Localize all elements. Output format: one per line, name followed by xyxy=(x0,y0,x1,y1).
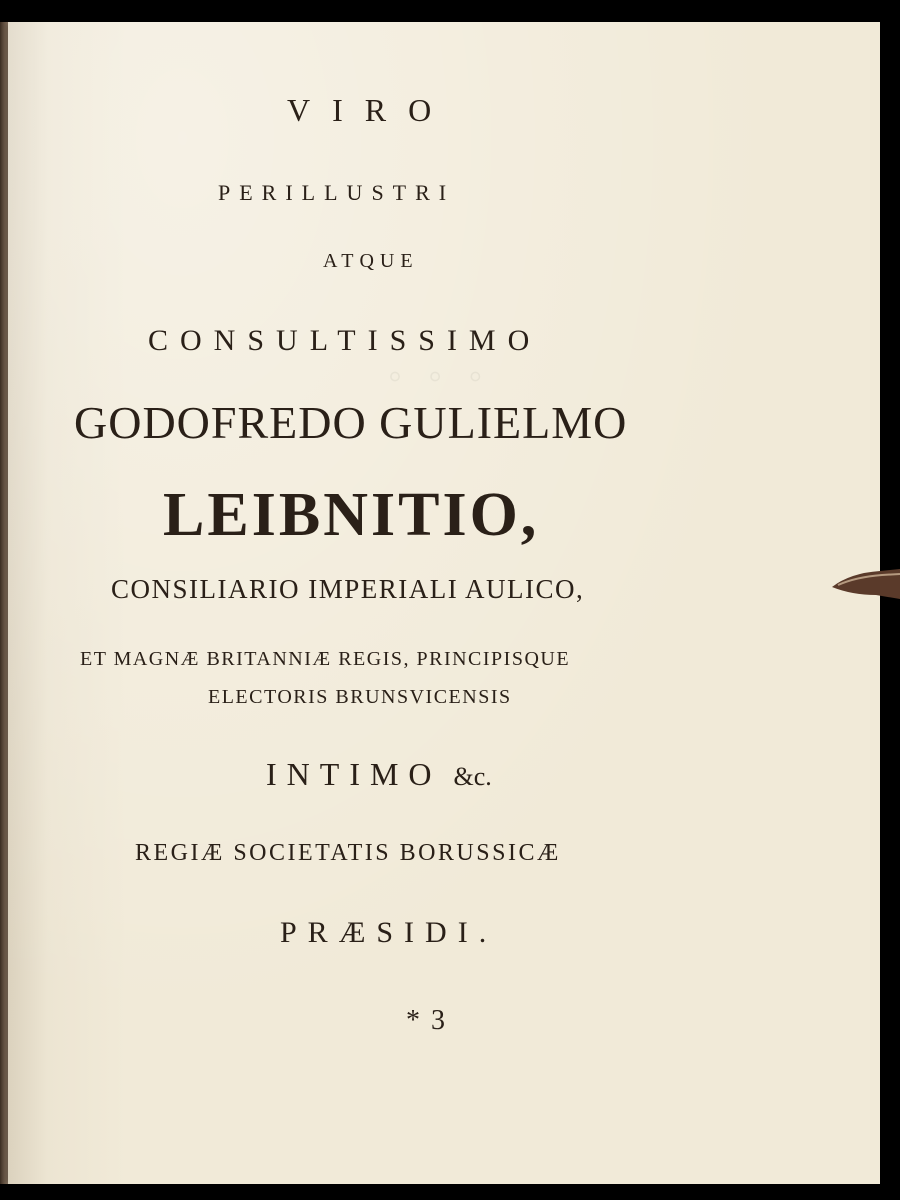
dedication-line-regiae-societatis: REGIÆ SOCIETATIS BORUSSICÆ xyxy=(135,840,561,866)
dedication-line-perillustri: PERILLUSTRI xyxy=(218,180,456,205)
dedication-line-praesidi: PRÆSIDI. xyxy=(280,916,498,949)
signature-mark: * 3 xyxy=(406,1005,447,1036)
dedication-line-surname: LEIBNITIO, xyxy=(163,481,540,549)
dedication-line-electoris: ELECTORIS BRUNSVICENSIS xyxy=(208,686,512,708)
dedication-line-atque: ATQUE xyxy=(323,250,419,272)
dedication-line-consultissimo: CONSULTISSIMO xyxy=(148,324,542,357)
dedication-line-given-names: GODOFREDO GULIELMO xyxy=(74,397,628,448)
dedication-line-viro: VIRO xyxy=(287,92,454,128)
dedication-line-consiliario: CONSILIARIO IMPERIALI AULICO, xyxy=(111,574,585,604)
intimo-word: INTIMO xyxy=(266,756,442,792)
intimo-etc: &c. xyxy=(453,762,492,791)
dedication-line-intimo xyxy=(266,756,566,793)
show-through: ◦ ◦ ◦ xyxy=(388,353,491,398)
dedication-line-magnae-britanniae: ET MAGNÆ BRITANNIÆ REGIS, PRINCIPISQUE xyxy=(80,648,571,670)
page-marker-clip xyxy=(830,565,900,601)
book-page xyxy=(8,22,880,1184)
